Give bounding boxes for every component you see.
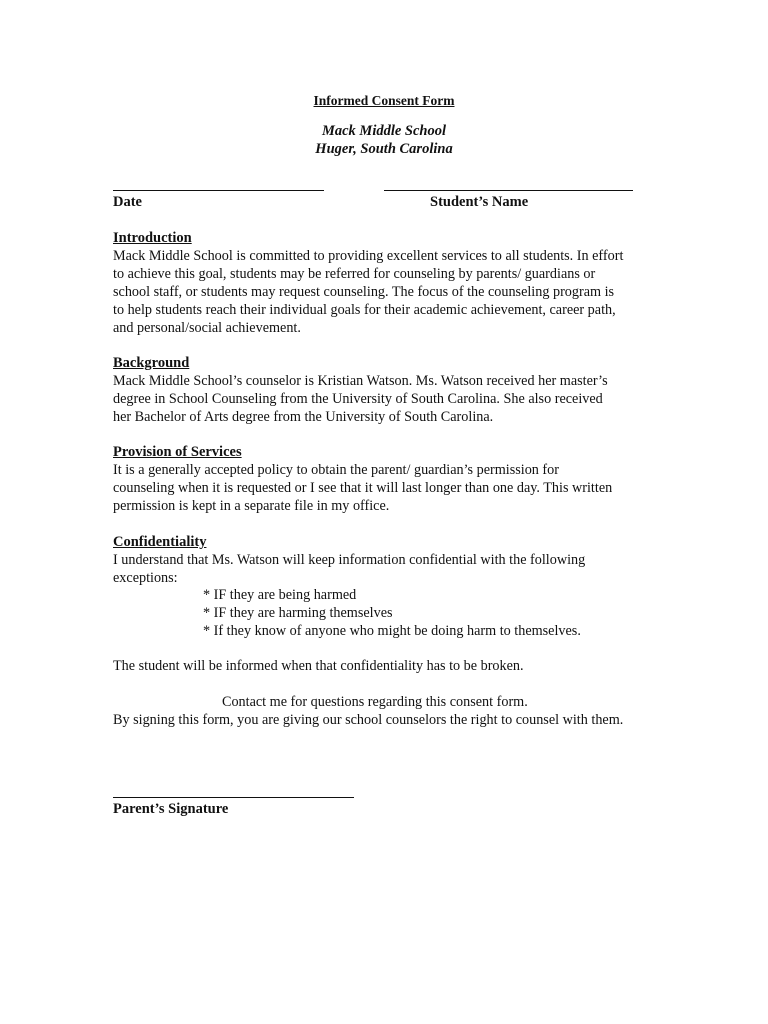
introduction-line: Mack Middle School is committed to providing excellent services to all students. In effort: [113, 248, 624, 264]
confidentiality-line: I understand that Ms. Watson will keep information confidential with the following: [113, 552, 586, 568]
signing-statement: By signing this form, you are giving our school counselors the right to counsel with them.: [113, 712, 624, 728]
parent-signature-label: Parent’s Signature: [113, 801, 229, 817]
background-line: Mack Middle School’s counselor is Kristian Watson. Ms. Watson received her master’s: [113, 373, 608, 389]
form-title: Informed Consent Form: [313, 93, 455, 108]
provision-line: It is a generally accepted policy to obtain the parent/ guardian’s permission for: [113, 462, 559, 478]
student-name-signature-line[interactable]: [384, 190, 633, 191]
introduction-line: and personal/social achievement.: [113, 320, 301, 336]
confidentiality-line: exceptions:: [113, 570, 178, 586]
background-heading: Background: [113, 355, 190, 371]
introduction-heading: Introduction: [113, 230, 192, 246]
introduction-line: school staff, or students may request counseling. The focus of the counseling program is: [113, 284, 615, 300]
school-name: Mack Middle School: [321, 123, 447, 139]
exception-item: * If they know of anyone who might be doing harm to themselves.: [203, 623, 581, 639]
confidentiality-closing: The student will be informed when that confidentiality has to be broken.: [113, 658, 524, 674]
provision-line: permission is kept in a separate file in my office.: [113, 498, 390, 514]
provision-line: counseling when it is requested or I see that it will last longer than one day. This written: [113, 480, 613, 496]
introduction-line: to achieve this goal, students may be referred for counseling by parents/ guardians or: [113, 266, 596, 282]
school-location: Huger, South Carolina: [315, 141, 453, 157]
date-label: Date: [113, 194, 142, 210]
exception-item: * IF they are harming themselves: [203, 605, 393, 621]
confidentiality-heading: Confidentiality: [113, 534, 207, 550]
provision-heading: Provision of Services: [113, 444, 242, 460]
contact-statement: Contact me for questions regarding this consent form.: [222, 694, 528, 710]
background-line: degree in School Counseling from the University of South Carolina. She also received: [113, 391, 603, 407]
parent-signature-line[interactable]: [113, 797, 354, 798]
date-signature-line[interactable]: [113, 190, 324, 191]
introduction-line: to help students reach their individual goals for their academic achievement, career path,: [113, 302, 616, 318]
exception-item: * IF they are being harmed: [203, 587, 357, 603]
background-line: her Bachelor of Arts degree from the University of South Carolina.: [113, 409, 494, 425]
student-name-label: Student’s Name: [430, 194, 529, 210]
